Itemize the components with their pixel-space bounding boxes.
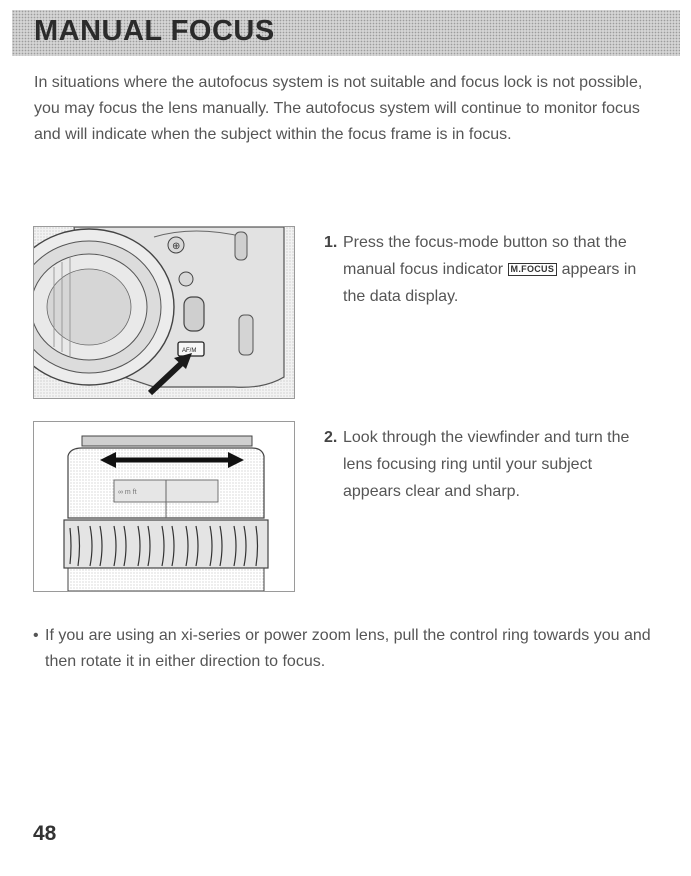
step-2: [324, 424, 654, 505]
page-number: 48: [33, 822, 57, 845]
svg-text:∞ m ft: ∞ m ft: [118, 489, 137, 496]
svg-text:⊕: ⊕: [172, 241, 181, 252]
step-1-number: 1.: [324, 234, 338, 251]
manual-focus-indicator-badge: M.FOCUS: [508, 263, 558, 276]
camera-illustration: [33, 226, 295, 399]
intro-paragraph: In situations where the autofocus system is not suitable and focus lock is not possible, you may focus the lens manually. The autofocus system will continue to monitor focus and will indicate when the subject within the focus frame is in focus.: [34, 74, 643, 143]
step-1-text: Press the focus-mode button so that the manual focus indicator: [343, 234, 627, 278]
step-1-body: [324, 229, 654, 310]
page-title: MANUAL FOCUS: [34, 15, 275, 47]
title-bar: [12, 10, 680, 56]
step-1-text-after: appears in the data display.: [343, 261, 637, 305]
camera-body-drawing: [34, 227, 294, 398]
step-2-number: 2.: [324, 429, 338, 446]
note-text: If you are using an xi-series or power zoom lens, pull the control ring towards you and then rotate it in either direction to focus.: [45, 627, 651, 670]
note: [33, 623, 653, 675]
svg-text:AF/M: AF/M: [182, 348, 197, 354]
note-bullet: •: [33, 627, 39, 644]
step-2-text: Look through the viewfinder and turn the lens focusing ring until your subject appears clear and sharp.: [343, 429, 630, 500]
lens-ring-illustration: [33, 421, 295, 592]
step-1: [324, 229, 654, 310]
lens-ring-drawing: [34, 422, 294, 591]
